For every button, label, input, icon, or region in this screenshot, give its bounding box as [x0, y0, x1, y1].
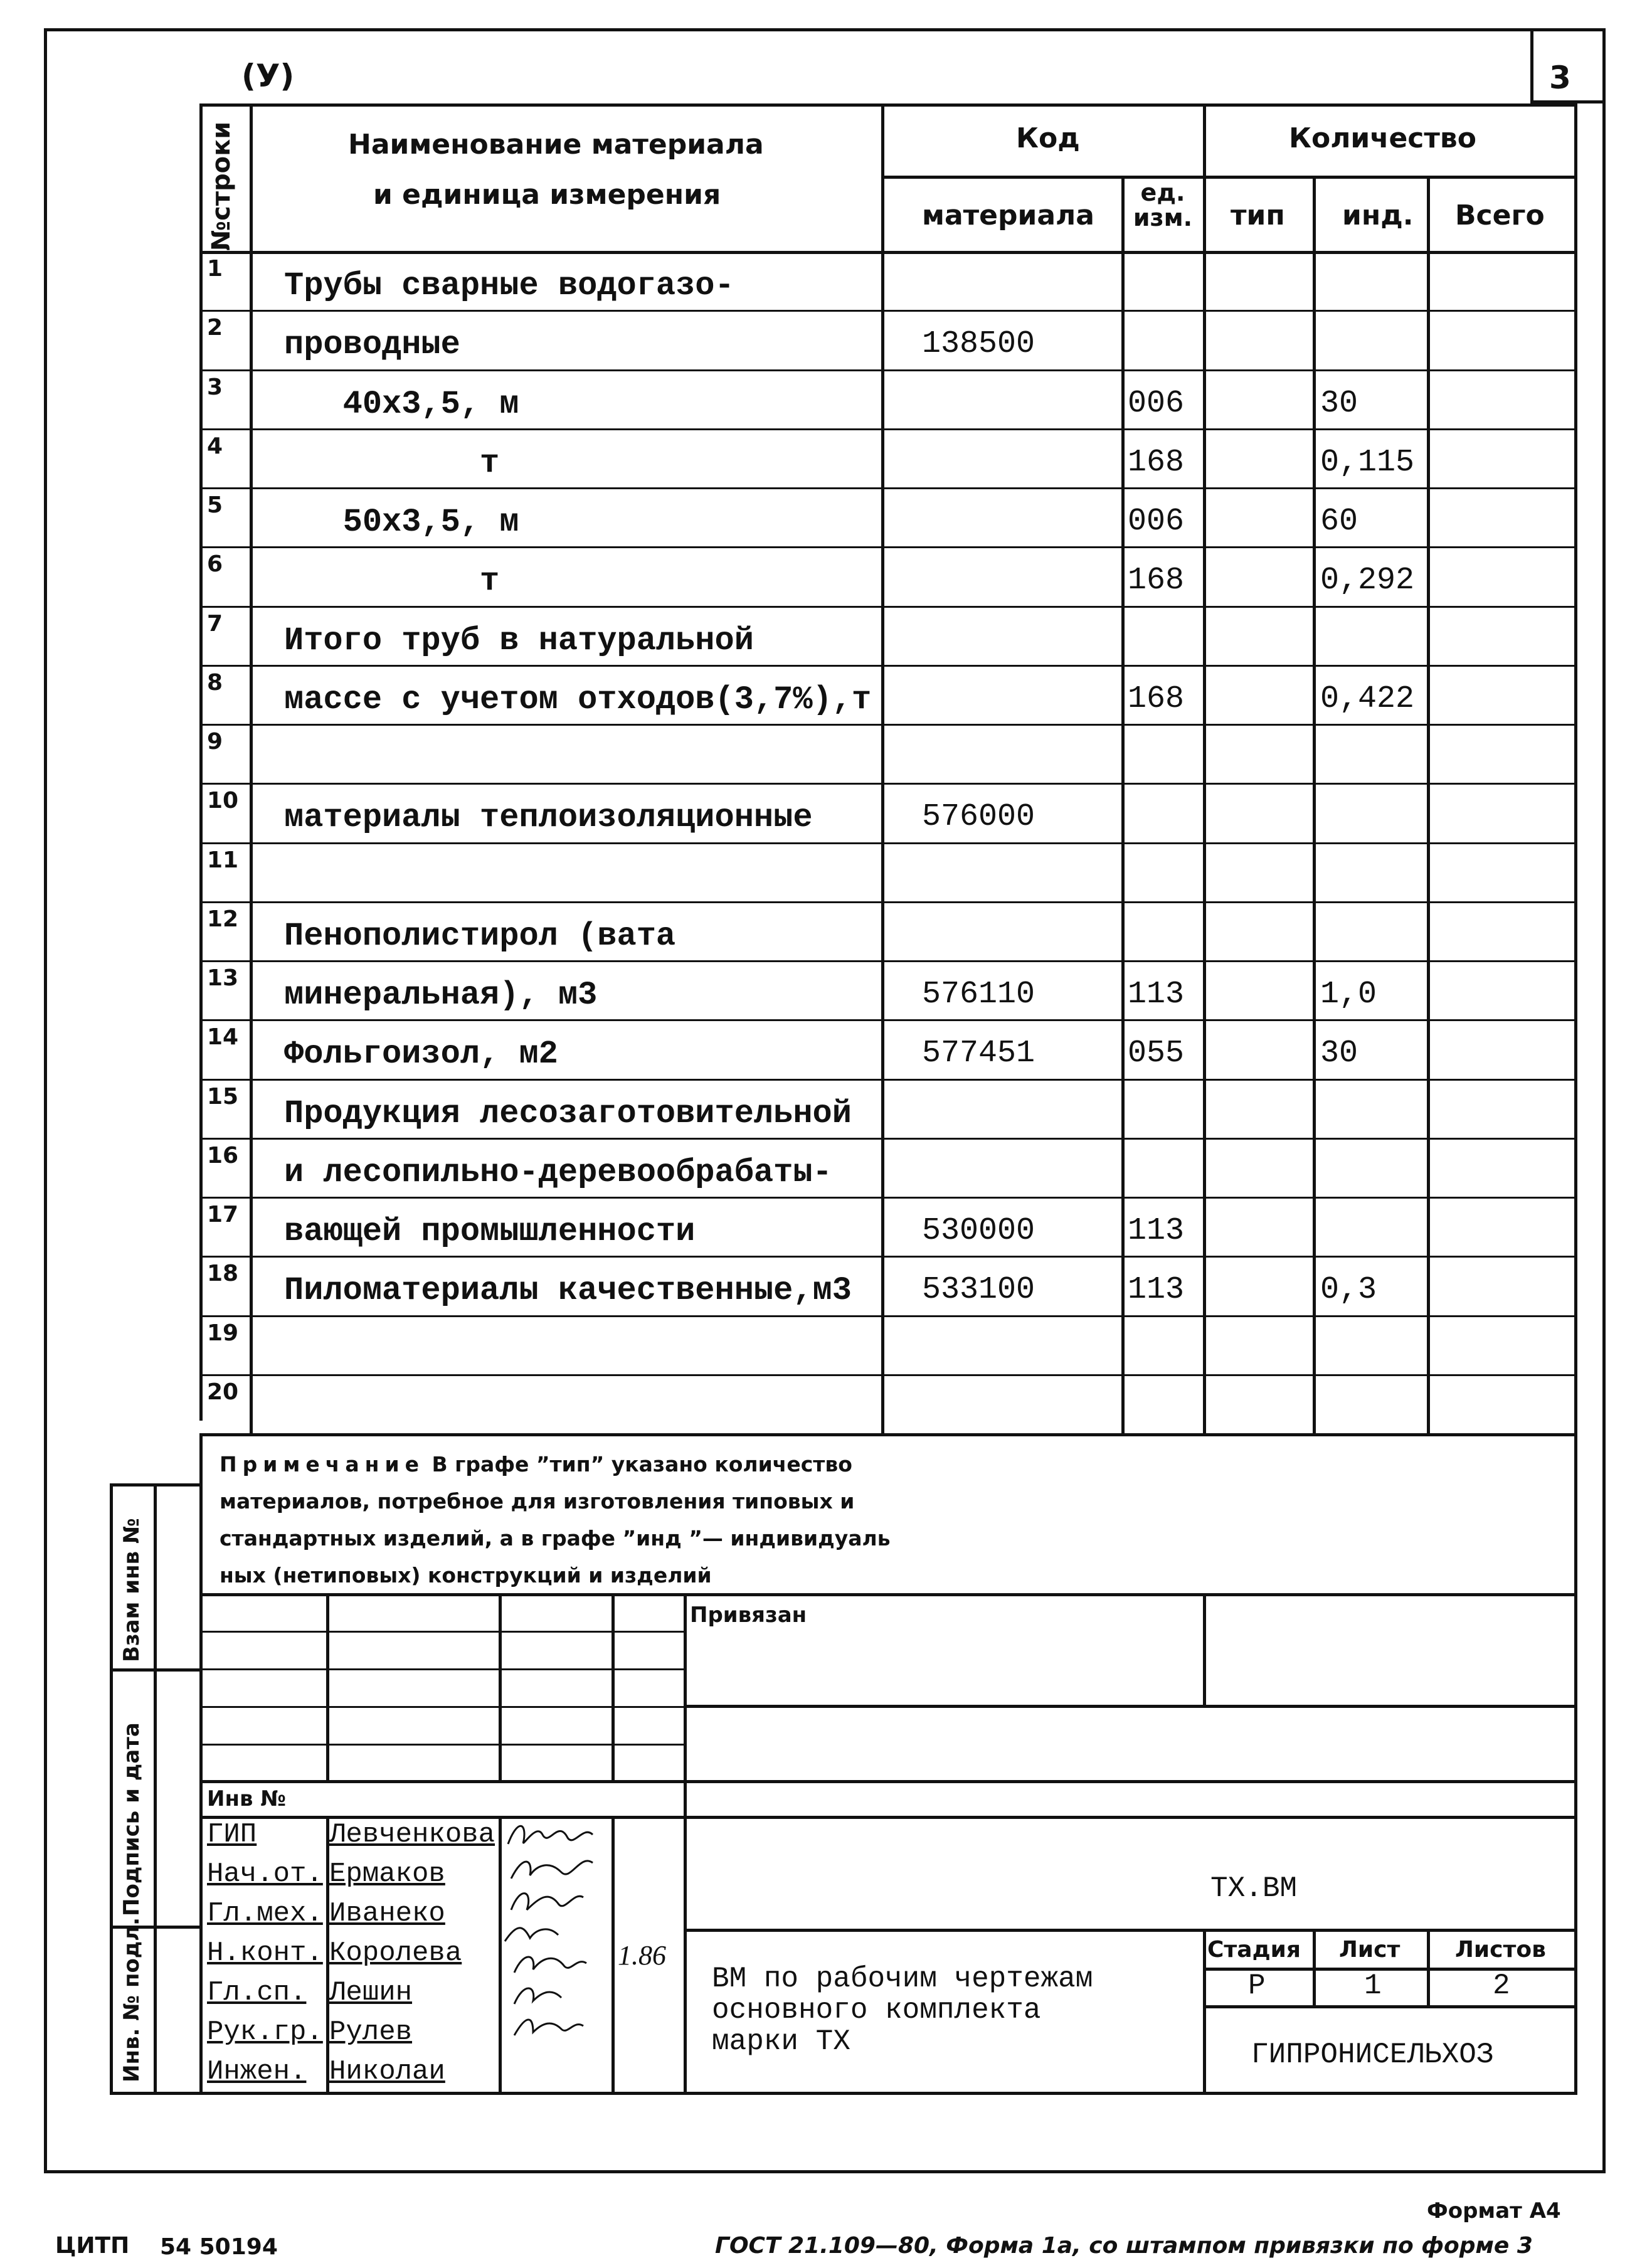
cell-name: Пенополистирол (вата	[284, 918, 676, 955]
stamp-person-role: Гл.мех.	[207, 1898, 323, 1929]
cell-n: 11	[207, 847, 239, 873]
cell-ind: 60	[1320, 504, 1358, 539]
col-divider	[1313, 176, 1316, 1436]
stamp-sheets-label: Листов	[1455, 1937, 1546, 1963]
col-code-material-header: материала	[922, 199, 1094, 231]
stamp-left	[199, 1433, 203, 2092]
stamp-stage-label: Стадия	[1207, 1937, 1301, 1963]
cell-unit: 006	[1128, 504, 1185, 539]
stamp-person-name: Иванеко	[329, 1898, 445, 1929]
row-divider	[199, 428, 1577, 430]
stamp-person-role: Нач.от.	[207, 1858, 323, 1890]
cell-name: материалы теплоизоляционные	[284, 799, 813, 836]
cell-unit: 113	[1128, 1272, 1185, 1308]
cell-name: Фольгоизол, м2	[284, 1036, 558, 1073]
table-top-border	[199, 103, 1577, 107]
cell-name: т	[284, 445, 500, 482]
cell-name: Пиломатериалы качественные,м3	[284, 1272, 852, 1309]
row-divider	[199, 606, 1577, 608]
row-divider	[199, 487, 1577, 489]
footer-right: ГОСТ 21.109—80, Форма 1а, со штампом привязки по форме 3	[715, 2233, 1533, 2259]
cell-n: 2	[207, 315, 223, 341]
cell-ind: 30	[1320, 386, 1358, 421]
cell-code: 530000	[922, 1213, 1035, 1249]
cell-unit: 168	[1128, 445, 1185, 480]
cell-n: 14	[207, 1024, 239, 1050]
col-divider	[1427, 176, 1430, 1436]
stamp-divider	[326, 1593, 329, 1781]
row-divider	[199, 310, 1577, 312]
cell-unit: 113	[1128, 977, 1185, 1012]
cell-name: Итого труб в натуральной	[284, 622, 754, 659]
stamp-org: ГИПРОНИСЕЛЬХОЗ	[1251, 2038, 1494, 2071]
cell-name: проводные	[284, 326, 460, 363]
note-line1: В графе ”тип” указано количество	[424, 1452, 852, 1476]
cell-name: 40х3,5, м	[284, 386, 519, 423]
table-right-border	[1574, 103, 1577, 1436]
header-subdivider	[881, 176, 1577, 179]
signature-7	[514, 2020, 583, 2035]
cell-code: 576000	[922, 799, 1035, 835]
cell-code: 576110	[922, 977, 1035, 1012]
stamp-row	[199, 1706, 686, 1708]
col-qty-ind-header: инд.	[1342, 199, 1414, 231]
cell-unit: 168	[1128, 681, 1185, 717]
cell-n: 17	[207, 1202, 239, 1227]
col-divider	[1121, 176, 1125, 1436]
stamp-row	[199, 1744, 686, 1746]
side-strip-top	[110, 1483, 201, 1487]
stamp-top	[199, 1593, 1577, 1596]
cell-name: и лесопильно-деревообрабаты-	[284, 1154, 832, 1191]
side-strip-divider	[110, 1668, 201, 1672]
sheet-number: 3	[1549, 60, 1571, 96]
col-qty-total-header: Всего	[1455, 199, 1545, 231]
stamp-divider	[1203, 1593, 1206, 1706]
stamp-doc-code: ТХ.ВМ	[1210, 1872, 1298, 1905]
cell-ind: 0,3	[1320, 1272, 1377, 1308]
stamp-inv-no: Инв №	[207, 1786, 287, 1811]
cell-n: 6	[207, 551, 223, 577]
cell-name: Продукция лесозаготовительной	[284, 1095, 852, 1132]
stamp-person-role: Гл.сп.	[207, 1977, 307, 2008]
stamp-row	[684, 1705, 1577, 1708]
table-left-border	[199, 103, 203, 1421]
row-divider	[199, 901, 1577, 903]
signature-3	[511, 1894, 583, 1910]
row-divider	[199, 1019, 1577, 1021]
note	[220, 1446, 1035, 1594]
stamp-person-name: Ермаков	[329, 1858, 445, 1890]
stamp-row	[199, 1780, 1577, 1783]
header-bottom	[199, 251, 1577, 254]
cell-n: 7	[207, 611, 223, 637]
note-line3: стандартных изделий, а в графе ”инд ”— индивидуаль	[220, 1526, 891, 1550]
cell-unit: 006	[1128, 386, 1185, 421]
col-divider	[1203, 103, 1206, 1436]
col-name-header-line2: и единица измерения	[373, 179, 721, 211]
row-divider	[199, 1079, 1577, 1081]
stamp-row	[684, 1929, 1577, 1932]
signature-6	[514, 1988, 561, 2004]
cell-name: вающей промышленности	[284, 1213, 696, 1250]
cell-unit: 113	[1128, 1213, 1185, 1249]
stamp-person-name: Лешин	[329, 1977, 413, 2008]
row-divider	[199, 1256, 1577, 1258]
stamp-sheet-label: Лист	[1339, 1937, 1400, 1963]
col-name-header-line1: Наименование материала	[348, 129, 764, 161]
stamp-person-role: ГИП	[207, 1819, 257, 1850]
cell-ind: 30	[1320, 1036, 1358, 1071]
stamp-person-name: Николаи	[329, 2056, 445, 2087]
cell-ind: 0,422	[1320, 681, 1415, 717]
col-row-no-header: №строки	[207, 121, 236, 251]
footer-code: 54 50194	[160, 2234, 278, 2260]
format-label: Формат А4	[1427, 2198, 1561, 2223]
stamp-divider	[499, 1593, 502, 1781]
stamp-title-line2: основного комплекта	[712, 1994, 1041, 2027]
cell-unit: 055	[1128, 1036, 1185, 1071]
stamp-row	[1203, 2005, 1577, 2008]
signature-1	[508, 1826, 593, 1844]
col-qty-header: Количество	[1289, 122, 1476, 154]
signature-5	[514, 1957, 586, 1973]
stamp-person-name: Левченкова	[329, 1819, 495, 1850]
stamp-person-name: Королева	[329, 1937, 462, 1969]
stamp-person-role: Рук.гр.	[207, 2017, 323, 2048]
cell-code: 138500	[922, 326, 1035, 362]
cell-name: Трубы сварные водогазо-	[284, 267, 734, 304]
row-divider	[199, 546, 1577, 548]
cell-name: массе с учетом отходов(3,7%),т	[284, 681, 872, 718]
stamp-title	[712, 1963, 1093, 2057]
row-divider	[199, 1315, 1577, 1317]
col-divider	[881, 103, 884, 1436]
note-label: Примечание	[220, 1452, 425, 1476]
row-divider	[199, 842, 1577, 844]
cell-n: 4	[207, 433, 223, 459]
stamp-person-role: Н.конт.	[207, 1937, 323, 1969]
stamp-person-role: Инжен.	[207, 2056, 307, 2087]
cell-ind: 0,292	[1320, 563, 1415, 598]
col-code-header: Код	[1016, 122, 1080, 154]
cell-n: 3	[207, 374, 223, 400]
side-strip-right	[154, 1483, 157, 2092]
cell-code: 533100	[922, 1272, 1035, 1308]
row-divider	[199, 1197, 1577, 1199]
row-divider	[199, 783, 1577, 785]
signature-scribbles	[499, 1816, 624, 2092]
stamp-sheet: 1	[1364, 1969, 1382, 2002]
side-podpis-data: Подпись и дата	[119, 1722, 144, 1916]
cell-n: 9	[207, 729, 223, 755]
stamp-sheets: 2	[1493, 1969, 1510, 2002]
table-bottom	[199, 1433, 1577, 1436]
stamp-title-line1: ВМ по рабочим чертежам	[712, 1963, 1093, 1995]
row-divider	[199, 1374, 1577, 1376]
cell-n: 19	[207, 1320, 239, 1346]
stamp-bottom	[110, 2092, 1577, 2095]
stamp-privyazan: Привязан	[690, 1603, 807, 1628]
footer-left: ЦИТП	[55, 2233, 130, 2259]
row-divider	[199, 1138, 1577, 1140]
stamp-row	[199, 1668, 686, 1670]
cell-code: 577451	[922, 1036, 1035, 1071]
side-vzam-inv: Взам инв №	[119, 1518, 144, 1662]
row-divider	[199, 369, 1577, 371]
stamp-title-line3: марки ТХ	[712, 2025, 850, 2058]
cell-ind: 0,115	[1320, 445, 1415, 480]
cell-n: 12	[207, 906, 239, 932]
col-code-unit-header: ед. изм.	[1133, 179, 1193, 231]
row-divider	[199, 724, 1577, 726]
stamp-divider	[612, 1593, 615, 1781]
side-inv-podl: Инв. № подл.	[119, 1917, 144, 2082]
sheet-letter: (У)	[241, 58, 295, 94]
cell-n: 1	[207, 256, 223, 282]
cell-name: т	[284, 563, 500, 600]
stamp-date: 1.86	[618, 1940, 666, 1971]
cell-ind: 1,0	[1320, 977, 1377, 1012]
signature-4	[505, 1928, 558, 1941]
row-divider	[199, 960, 1577, 962]
cell-name: минеральная), м3	[284, 977, 598, 1014]
stamp-row	[199, 1631, 686, 1633]
cell-n: 10	[207, 788, 239, 814]
cell-name: 50х3,5, м	[284, 504, 519, 541]
stamp-person-name: Рулев	[329, 2017, 413, 2048]
cell-n: 13	[207, 965, 239, 991]
stamp-stage: Р	[1248, 1969, 1266, 2002]
cell-unit: 168	[1128, 563, 1185, 598]
note-line4: ных (нетиповых) конструкций и изделий	[220, 1563, 712, 1587]
cell-n: 15	[207, 1084, 239, 1110]
cell-n: 8	[207, 670, 223, 696]
cell-n: 20	[207, 1379, 239, 1405]
col-divider	[250, 103, 253, 1436]
stamp-divider	[1203, 1929, 1206, 2092]
row-divider	[199, 665, 1577, 667]
stamp-row	[684, 1816, 1577, 1819]
cell-n: 16	[207, 1143, 239, 1169]
side-strip-left	[110, 1483, 113, 2092]
col-qty-type-header: тип	[1231, 199, 1285, 231]
note-line2: материалов, потребное для изготовления типовых и	[220, 1489, 855, 1513]
sheet-number-divider	[1530, 28, 1533, 103]
cell-n: 5	[207, 492, 223, 518]
signature-2	[511, 1861, 593, 1879]
stamp-right	[1574, 1433, 1577, 2092]
cell-n: 18	[207, 1261, 239, 1286]
